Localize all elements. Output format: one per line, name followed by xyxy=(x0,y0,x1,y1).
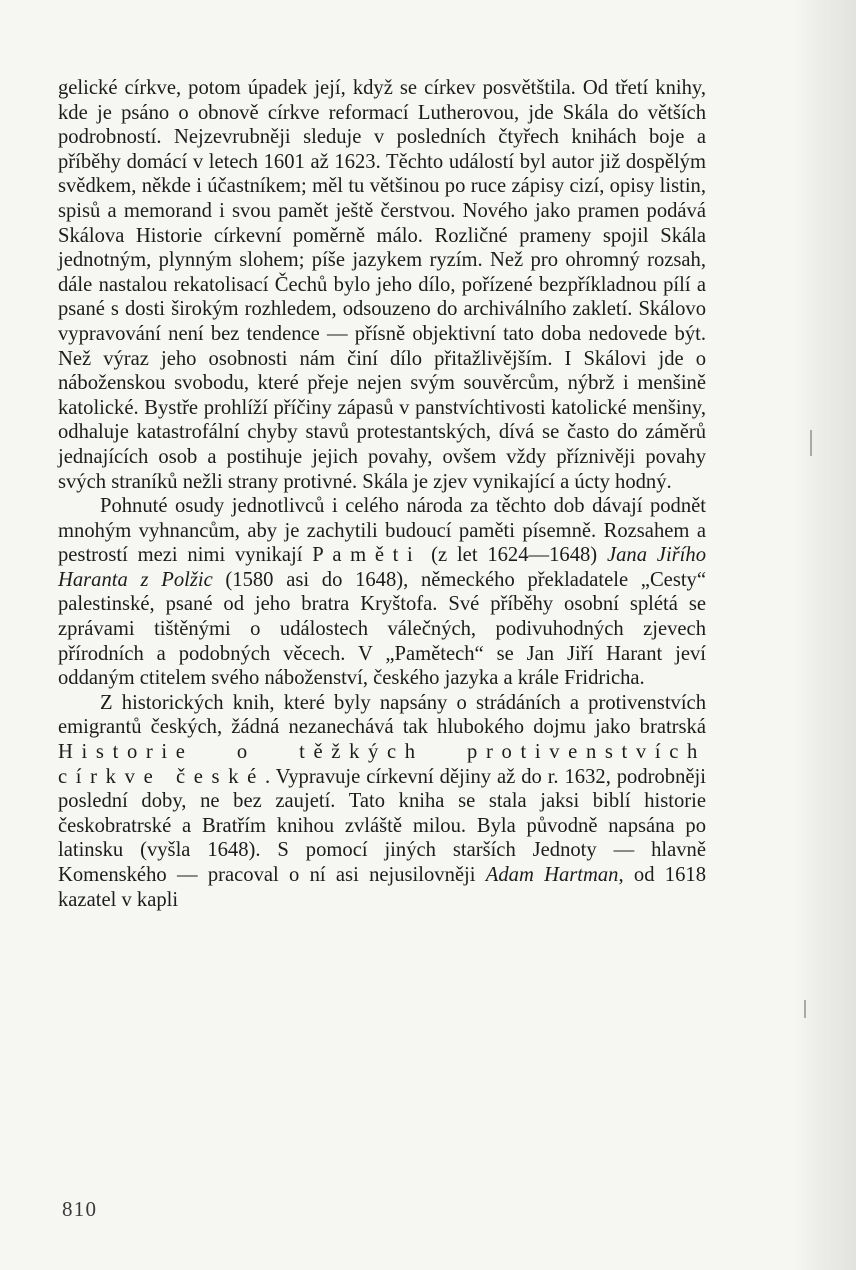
page-number: 810 xyxy=(62,1197,98,1221)
text-run: gelické církve, potom úpadek její, když se církev posvětštila. Od třetí knihy, kde je psáno o obnově církve reformací Lutherovou, jde Skála do větších podrobností. Nejzevrubněji sleduje v posledních čtyřech knihách boje a příběhy domácí v letech 1601 až 1623. Těchto událostí byl autor již dospělým svědkem, někde i účastníkem; měl tu většinou po ruce zápisy cizí, opisy listin, spisů a memorand i svou pamět ještě čerstvou. Nového jako pramen podává Skálova Historie církevní poměrně málo. Rozličné prameny spojil Skála jednotným, plynným slohem; píše jazykem ryzím. Než pro ohromný rozsah, dále nastalou rekatolisací Čechů bylo jeho dílo, pořízené bezpříkladnou pílí a psané s dosti širokým rozhledem, odsouzeno do archiválního zakletí. Skálovo vypravování není bez tendence — přísně objektivní tato doba nedovede být. Než výraz jeho osobnosti nám činí dílo přitažlivějším. I Skálovi jde o náboženskou svobodu, které přeje nejen svým souvěrcům, nýbrž i menšině katolické. Bystře prohlíží příčiny zápasů v panstvíchtivosti katolické menšiny, odhaluje katastrofální chyby stavů protestantských, dívá se často do záměrů jednajících osob a postihuje jejich povahy, ovšem vždy příznivěji povahy svých straníků nežli strany protivné. Skála je zjev vynikající a úcty hodný. xyxy=(58,77,706,493)
scan-edge-mark xyxy=(804,1000,806,1018)
page-gutter-shadow xyxy=(794,0,856,1270)
text-run: Pohnuté osudy jednotlivců i celého národa za těchto dob dávají podnět mnohým vyhnancům, aby je zachytili budoucí paměti písemně. Rozsahem a pestrostí mezi nimi vynikají xyxy=(58,495,706,567)
paragraph-skala xyxy=(58,76,706,494)
spaced-title: Paměti xyxy=(312,544,422,567)
text-run: , od 1618 kazatel v kapli xyxy=(58,864,706,911)
italic-name: Jana Jiřího Haranta z Polžic xyxy=(58,544,706,591)
italic-name: Adam Hartman xyxy=(485,864,619,886)
text-run: Z historických knih, které byly napsány o strádáních a protivenstvích emigrantů českých, žádná nezanechává tak hlubokého dojmu jako bratrská xyxy=(58,691,706,739)
paragraph-harant xyxy=(58,494,706,691)
text-run: . Vypravuje církevní dějiny až do r. 1632, podrobněji poslední doby, ne bez zaujetí. Tato kniha se stala jaksi biblí historie českobratrské a Bratřím knihou zvláště milou. Byla původně napsána po latinsku (vyšla 1648). S pomocí jiných starších Jednoty — hlavně Komenského — pracoval o ní asi nejusilovněji xyxy=(58,765,706,886)
spaced-title: Historie o těžkých protivenstvích církve české xyxy=(58,741,706,788)
paragraph-historie xyxy=(58,691,706,912)
text-run: (1580 asi do 1648), německého překladatele „Cesty“ palestinské, psané od jeho bratra Kryštofa. Své příběhy osobní splétá se zprávami tištěnými o událostech válečných, podivuhodných zjevech přírodních a podobných věcech. V „Pamětech“ se Jan Jiří Harant jeví oddaným ctitelem svého náboženství, českého jazyka a krále Fridricha. xyxy=(58,568,706,690)
book-text xyxy=(58,76,706,912)
text-run: (z let 1624—1648) xyxy=(421,544,607,567)
scan-edge-mark xyxy=(810,430,812,456)
